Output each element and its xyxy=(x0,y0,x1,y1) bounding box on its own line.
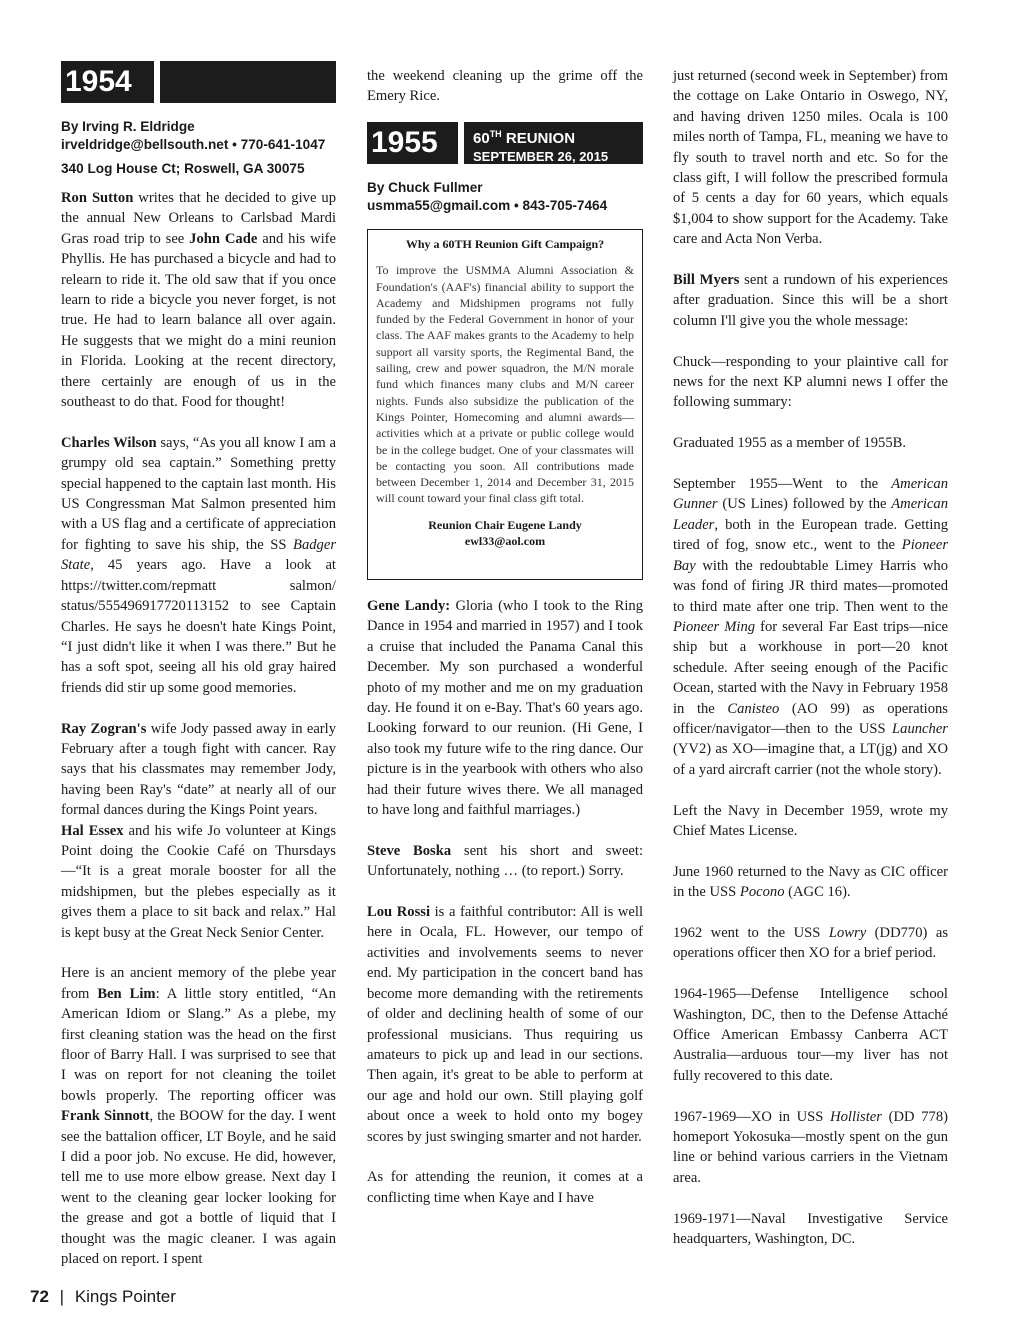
paragraph-1964-1965: 1964-1965—Defense Intelligence school Washington, DC, then to the Defense Attaché Office American Embassy Canberra ACT Australia—arduous tour—my liver has not fully recovered to this date. xyxy=(673,986,948,1084)
paragraph-1969-1971: 1969-1971—Naval Investigative Service headquarters, Washington, DC. xyxy=(673,1210,948,1247)
paragraph-continued: the weekend cleaning up the grime off the Emery Rice. xyxy=(367,68,643,105)
column-2 xyxy=(367,596,643,1208)
paragraph-1967-1969: 1967-1969—XO in USS Hollister (DD 778) homeport Yokosuka—mostly spent on the gun line or behind various carriers in the Vietnam area. xyxy=(673,1108,948,1186)
contact-1955: usmma55@gmail.com • 843-705-7464 xyxy=(367,198,608,213)
author-1955: By Chuck Fullmer xyxy=(367,180,483,195)
publication-name: Kings Pointer xyxy=(74,1287,176,1306)
address-1954: 340 Log House Ct; Roswell, GA 30075 xyxy=(61,161,305,176)
reunion-date: SEPTEMBER 26, 2015 xyxy=(473,149,609,164)
class-1954-banner xyxy=(160,61,336,103)
class-year-1955 xyxy=(367,122,458,164)
column-1 xyxy=(61,188,336,1269)
page-footer xyxy=(30,1287,176,1307)
page-number: 72 xyxy=(30,1287,49,1306)
paragraph-gene-landy: Gene Landy: Gloria (who I took to the Ring Dance in 1954 and married in 1957) and I took a cruise that included the Panama Canal this December. My son purchased a wonderful photo of my mother and me on my graduation day. He found it on e-Bay. That's 60 years ago. Looking forward to our reunion. (Hi Gene, I also took my future wife to the ring dance. Our picture is in the yearbook with others who also had their future wives there. We all managed to have long and faithful marriages.) xyxy=(367,598,643,819)
reunion-chair-email: ewl33@aol.com xyxy=(464,534,546,549)
paragraph-june-1960: June 1960 returned to the Navy as CIC officer in the USS Pocono (AGC 16). xyxy=(673,863,948,901)
class-1955-byline xyxy=(367,179,647,215)
class-1954-header xyxy=(61,61,336,103)
paragraph-graduated: Graduated 1955 as a member of 1955B. xyxy=(673,435,907,452)
reunion-banner xyxy=(464,122,643,164)
paragraph-ben-lim: Here is an ancient memory of the plebe year from Ben Lim: A little story entitled, “An American Idiom or Slang.” As a plebe, my first cleaning station was the head on the first floor of Barry Hall. I was surprised to see that I was on report for not cleaning the toilet bowls properly. The reporting officer was Frank Sinnott, the BOOW for the day. I went see the battalion officer, LT Boyle, and he said I did a poor job. No excuse. He did, however, tell me to use more elbow grease. Next day I went to the cleaning gear locker looking for the grease and got a bottle of liquid that I thought was the magic cleaner. I was again placed on report. I spent xyxy=(61,965,336,1268)
paragraph-left-navy: Left the Navy in December 1959, wrote my Chief Mates License. xyxy=(673,802,948,839)
column-3 xyxy=(673,66,948,1249)
reunion-chair: Reunion Chair Eugene Landy xyxy=(428,517,582,532)
paragraph-lou-rossi: Lou Rossi is a faithful contributor: All is well here in Ocala, FL. However, our tempo of activities and involvements seems to never end. My participation in the concert band has become more demanding with the retirements of older and declining health of some of our professional musicians. Thus requiring us amateurs to pick up and lead in our sections. Then again, it's great to be able to perform at our age and hold our own. Still playing golf about once a week to hold onto my bogey scores by just swinging smarter and not harder. xyxy=(367,904,643,1145)
gift-campaign-box xyxy=(367,229,643,580)
paragraph-steve-boska: Steve Boska sent his short and sweet: Unfortunately, nothing … (to report.) Sorry. xyxy=(367,842,644,880)
contact-1954: irveldridge@bellsouth.net • 770-641-1047 xyxy=(61,137,326,152)
class-1955-header xyxy=(367,122,643,164)
reunion-title: 60TH REUNION xyxy=(473,129,576,147)
paragraph-september-1955: September 1955—Went to the American Gunner (US Lines) followed by the American Leader, both in the European trade. Getting tired of fog, snow etc., went to the Pioneer Bay with the redoubtable Limey Harris who was fond of firing JR third mates—promoted to third mate after one trip. Then went to the Pioneer Ming for several Far East trips—nice ship but a workhouse in port—20 knot schedule. After seeing enough of the Pacific Ocean, started with the Navy in February 1958 in the Canisteo (AO 99) as operations officer/navigator—then to the USS Launcher (YV2) as XO—imagine that, a LT(jg) and XO of a yard aircraft carrier (not the whole story). xyxy=(673,476,948,778)
paragraph-reunion-attendance: As for attending the reunion, it comes at a conflicting time when Kaye and I have xyxy=(367,1169,643,1206)
footer-separator: | xyxy=(59,1287,65,1306)
class-year-1954-text: 1954 xyxy=(65,65,132,98)
class-year-1954 xyxy=(61,61,154,103)
paragraph-chuck-response: Chuck—responding to your plaintive call for news for the next KP alumni news I offer the following summary: xyxy=(673,353,948,411)
class-year-1955-text: 1955 xyxy=(371,126,438,159)
paragraph-hal-essex: Hal Essex and his wife Jo volunteer at Kings Point doing the Cookie Café on Thursdays—“It is a great morale booster for all the midshipmen, but the plebes especially as it gives them a place to sit back and relax.” Hal is kept busy at the Great Neck Senior Center. xyxy=(61,822,336,941)
paragraph-bill-myers: Bill Myers sent a rundown of his experiences after graduation. Since this will be a short column I'll give you the whole message: xyxy=(673,272,948,329)
paragraph-lou-rossi-continued: just returned (second week in September) from the cottage on Lake Ontario in Oswego, NY, and having driven 1250 miles. Ocala is 100 miles north of Tampa, FL, meaning we have to fly south to travel north and etc. So for the class gift, I will follow the prescribed formula of 5 cents a day for 60 years, which equals $1,004 to show support for the Academy. Take care and Acta Non Verba. xyxy=(673,68,948,248)
paragraph-ron-sutton: Ron Sutton writes that he decided to give up the annual New Orleans to Carlsbad Mardi Gras road trip to see John Cade and his wife Phyllis. He has purchased a bicycle and had to relearn to ride it. The old saw that if you once learn to ride a bicycle you never forget, is not true. He had to learn balance all over again. He suggests that we might do a mini reunion in Florida. Looking at the recent directory, there certainly are enough of us in the southeast to do that. Food for thought! xyxy=(61,190,337,411)
author-1954: By Irving R. Eldridge xyxy=(61,119,195,134)
class-1954-byline xyxy=(61,118,351,178)
paragraph-charles-wilson: Charles Wilson says, “As you all know I am a grumpy old sea captain.” Something pretty special happened to the captain last month. His US Congressman Mat Salmon presented him with a US flag and a certificate of appreciation for fighting to save his ship, the SS Badger State, 45 years ago. Have a look at https://twitter.com/repmatt salmon/ status/555496917720113152 to see Captain Charles. He says he doesn't hate Kings Point, “I just didn't like it when I was there.” But he has a soft spot, seeing all his old gray haired friends did stir up some good memories. xyxy=(61,434,336,696)
campaign-title: Why a 60TH Reunion Gift Campaign? xyxy=(405,237,605,251)
paragraph-ray-zogran: Ray Zogran's wife Jody passed away in early February after a tough fight with cancer. Ray says that his classmates may remember Jody, having been Ray's “date” at nearly all of our formal dances during the Kings Point years. xyxy=(61,720,337,819)
paragraph-1962: 1962 went to the USS Lowry (DD770) as operations officer then XO for a brief period. xyxy=(673,924,948,962)
column-2-top xyxy=(367,66,643,107)
campaign-body: To improve the USMMA Alumni Association & Foundation's (AAF's) financial ability to support the Academy and Midshipmen programs not fully funded by the Federal Government in honor of your class. The AAF makes grants to the Academy to help support all varsity sports, the Regimental Band, the sailing, crew and power squadron, the M/N morale fund which finances many clubs and M/N career nights. Funds also subsidize the publication of the Kings Pointer, Homecoming and alumni awards—activities which at a private or public college would be in the college budget. One of your classmates will be contacting you soon. All contributions made between December 1, 2014 and December 31, 2015 will count toward your final class gift total. xyxy=(376,263,634,506)
